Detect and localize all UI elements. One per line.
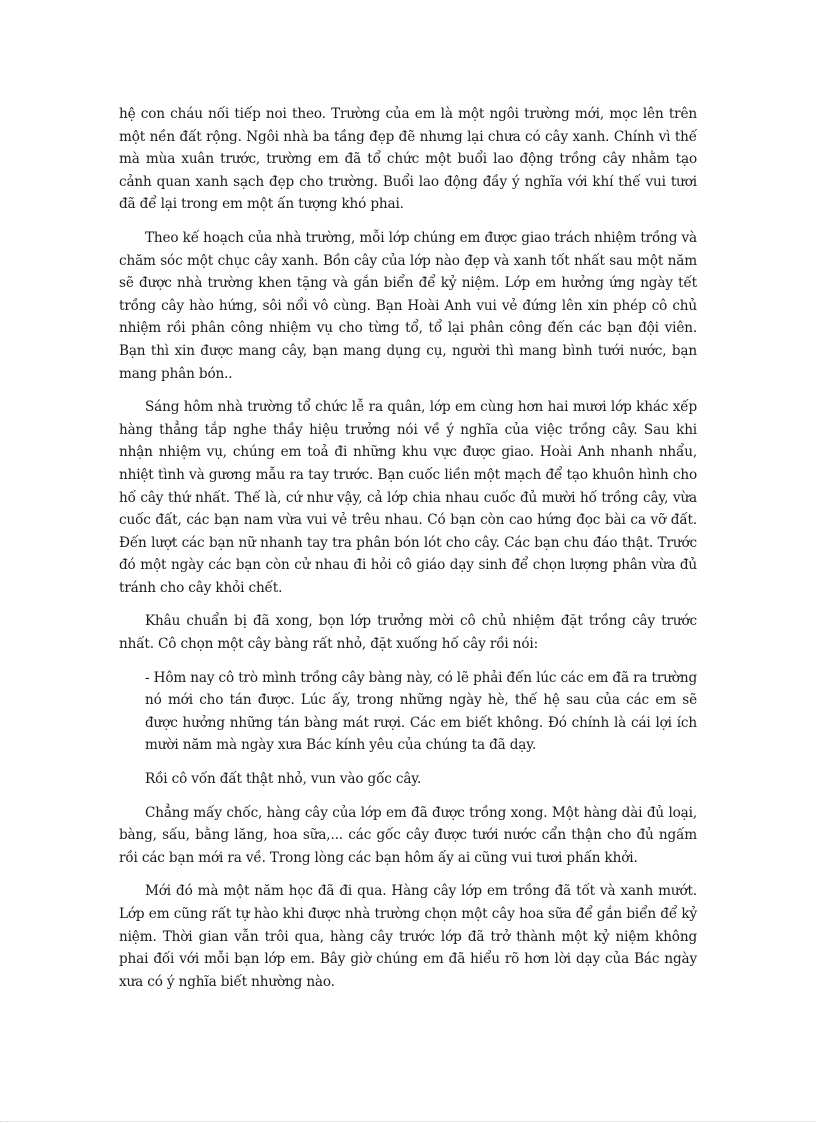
paragraph-8: Mới đó mà một năm học đã đi qua. Hàng cây lớp em trồng đã tốt và xanh mướt. Lớp em cũng rất tự hào khi được nhà trường chọn một cây hoa sữa để gắn biển để kỷ niệm. Thời gian vẫn trôi qua, hàng cây trước lớp đã trở thành một kỷ niệm không phai đối với mỗi bạn lớp em. Bây giờ chúng em đã hiểu rõ hơn lời dạy của Bác ngày xưa có ý nghĩa biết nhường nào. (119, 883, 697, 990)
paragraph-4: Khâu chuẩn bị đã xong, bọn lớp trưởng mời cô chủ nhiệm đặt trồng cây trước nhất. Cô chọn một cây bàng rất nhỏ, đặt xuống hố cây rồi nói: (119, 613, 697, 653)
paragraph-7: Chẳng mấy chốc, hàng cây của lớp em đã được trồng xong. Một hàng dài đủ loại, bàng, sấu, bằng lăng, hoa sữa,... các gốc cây được tưới nước cẩn thận cho đủ ngấm rồi các bạn mới ra về. Trong lòng các bạn hôm ấy ai cũng vui tươi phấn khởi. (119, 804, 697, 866)
page-bottom-divider (0, 1121, 816, 1122)
paragraph-3: Sáng hôm nhà trường tổ chức lễ ra quân, lớp em cùng hơn hai mươi lớp khác xếp hàng thẳng tắp nghe thầy hiệu trưởng nói về ý nghĩa của việc trồng cây. Sau khi nhận nhiệm vụ, chúng em toả đi những khu vực được giao. Hoài Anh nhanh nhẩu, nhiệt tình và gương mẫu ra tay trước. Bạn cuốc liền một mạch để tạo khuôn hình cho hố cây thứ nhất. Thế là, cứ như vậy, cả lớp chia nhau cuốc đủ mười hố trồng cây, vừa cuốc đất, các bạn nam vừa vui vẻ trêu nhau. Có bạn còn cao hứng đọc bài ca vỡ đất. Đến lượt các bạn nữ nhanh tay tra phân bón lót cho cây. Các bạn chu đáo thật. Trước đó một ngày các bạn còn cử nhau đi hỏi cô giáo dạy sinh để chọn lượng phân vừa đủ tránh cho cây khỏi chết. (119, 399, 697, 596)
paragraph-2: Theo kế hoạch của nhà trường, mỗi lớp chúng em được giao trách nhiệm trồng và chăm sóc một chục cây xanh. Bồn cây của lớp nào đẹp và xanh tốt nhất sau một năm sẽ được nhà trường khen tặng và gắn biển để kỷ niệm. Lớp em hưởng ứng ngày tết trồng cây hào hứng, sôi nổi vô cùng. Bạn Hoài Anh vui vẻ đứng lên xin phép cô chủ nhiệm rồi phân công nhiệm vụ cho từng tổ, tổ lại phân công đến các bạn đội viên. Bạn thì xin được mang cây, bạn mang dụng cụ, người thì mang bình tưới nước, bạn mang phân bón.. (119, 229, 697, 382)
document-body (119, 103, 697, 1004)
paragraph-6: Rồi cô vốn đất thật nhỏ, vun vào gốc cây. (145, 771, 422, 788)
paragraph-5-quote: - Hôm nay cô trò mình trồng cây bàng này, có lẽ phải đến lúc các em đã ra trường nó mới cho tán được. Lúc ấy, trong những ngày hè, thế hệ sau của các em sẽ được hưởng những tán bàng mát rượi. Các em biết không. Đó chính là cái lợi ích mười năm mà ngày xưa Bác kính yêu của chúng ta đã dạy. (145, 669, 697, 754)
paragraph-1: hệ con cháu nối tiếp noi theo. Trường của em là một ngôi trường mới, mọc lên trên một nền đất rộng. Ngôi nhà ba tầng đẹp đẽ nhưng lại chưa có cây xanh. Chính vì thế mà mùa xuân trước, trường em đã tổ chức một buổi lao động trồng cây nhằm tạo cảnh quan xanh sạch đẹp cho trường. Buổi lao động đầy ý nghĩa với khí thế vui tươi đã để lại trong em một ấn tượng khó phai. (119, 106, 697, 213)
